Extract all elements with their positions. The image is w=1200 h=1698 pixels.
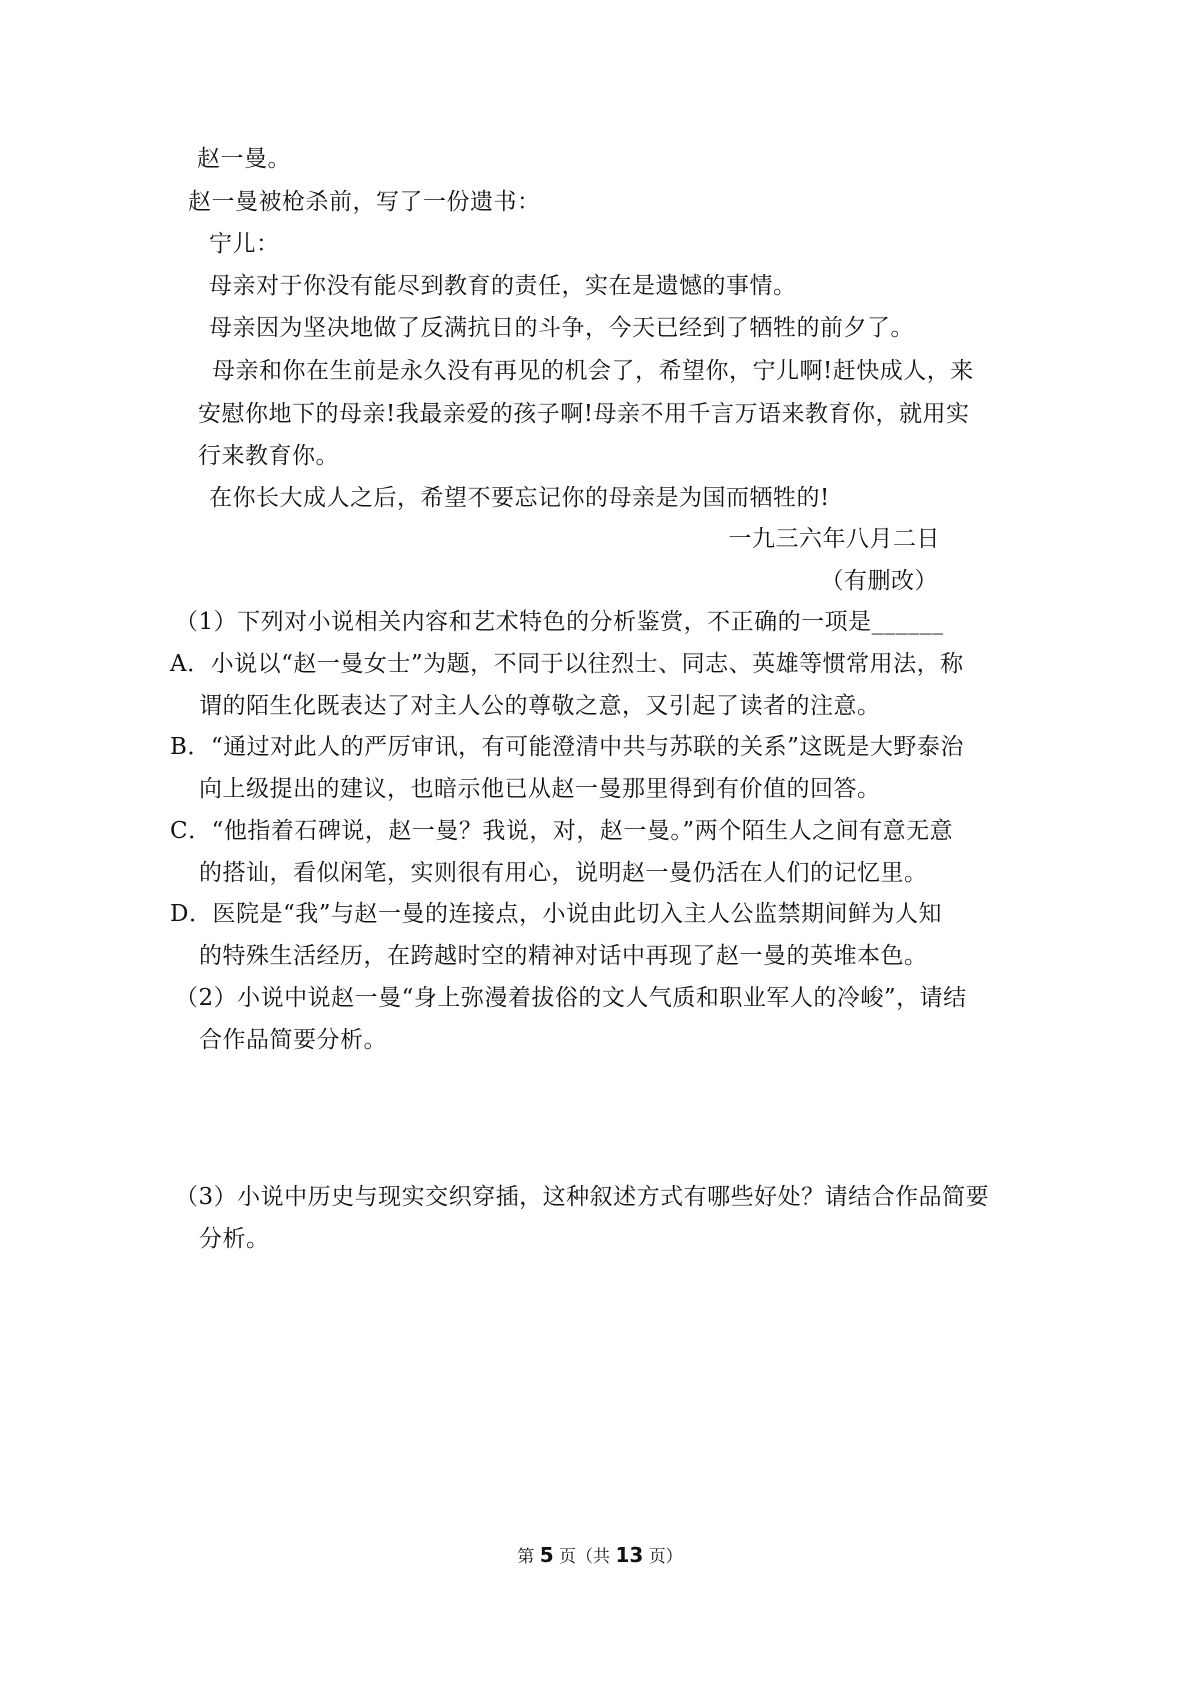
- question-3: （3）小说中历史与现实交织穿插，这种叙述方式有哪些好处？请结合作品简要: [175, 1184, 990, 1210]
- option-d-continued: 的特殊生活经历，在跨越时空的精神对话中再现了赵一曼的英堆本色。: [199, 943, 928, 969]
- question-2-continued: 合作品简要分析。: [199, 1027, 387, 1053]
- letter-paragraph: 母亲对于你没有能尽到教育的责任，实在是遗憾的事情。: [209, 273, 797, 299]
- letter-paragraph: 母亲和你在生前是永久没有再见的机会了，希望你，宁儿啊!赶快成人，来: [212, 358, 974, 384]
- option-d: D．医院是“我”与赵一曼的连接点，小说由此切入主人公监禁期间鲜为人知: [170, 901, 942, 927]
- option-a-continued: 谓的陌生化既表达了对主人公的尊敬之意，又引起了读者的注意。: [199, 693, 881, 719]
- passage-line: 赵一曼被枪杀前，写了一份遗书：: [188, 189, 541, 215]
- letter-salutation: 宁儿：: [209, 231, 280, 257]
- letter-date: 一九三六年八月二日: [728, 526, 940, 552]
- letter-paragraph: 在你长大成人之后，希望不要忘记你的母亲是为国而牺牲的!: [209, 485, 830, 511]
- letter-paragraph: 母亲因为坚决地做了反满抗日的斗争，今天已经到了牺牲的前夕了。: [209, 315, 914, 341]
- option-a: A．小说以“赵一曼女士”为题，不同于以往烈士、同志、英雄等惯常用法，称: [170, 651, 964, 677]
- letter-paragraph-continued: 安慰你地下的母亲!我最亲爱的孩子啊!母亲不用千言万语来教育你，就用实: [198, 401, 970, 427]
- option-c: C．“他指着石碑说，赵一曼？我说，对，赵一曼。”两个陌生人之间有意无意: [170, 818, 954, 844]
- footer-prefix: 第: [517, 1547, 535, 1567]
- question-2: （2）小说中说赵一曼“身上弥漫着拔俗的文人气质和职业军人的冷峻”，请结: [175, 985, 967, 1011]
- edit-note: （有删改）: [820, 568, 938, 594]
- footer-total-pages: 13: [615, 1543, 644, 1567]
- question-3-continued: 分析。: [199, 1226, 270, 1252]
- footer-suffix: 页）: [648, 1547, 683, 1567]
- letter-paragraph-continued: 行来教育你。: [198, 443, 339, 469]
- option-b-continued: 向上级提出的建议，也暗示他已从赵一曼那里得到有价值的回答。: [199, 776, 881, 802]
- option-b: B．“通过对此人的严厉审讯，有可能澄清中共与苏联的关系”这既是大野泰治: [170, 734, 964, 760]
- footer-middle: 页（共: [559, 1547, 611, 1567]
- question-1: （1）下列对小说相关内容和艺术特色的分析鉴赏，不正确的一项是______: [175, 609, 944, 635]
- option-c-continued: 的搭讪，看似闲笔，实则很有用心，说明赵一曼仍活在人们的记忆里。: [199, 860, 928, 886]
- passage-line: 赵一曼。: [197, 146, 291, 172]
- page-footer: [0, 1543, 1200, 1569]
- footer-page-number: 5: [539, 1543, 554, 1567]
